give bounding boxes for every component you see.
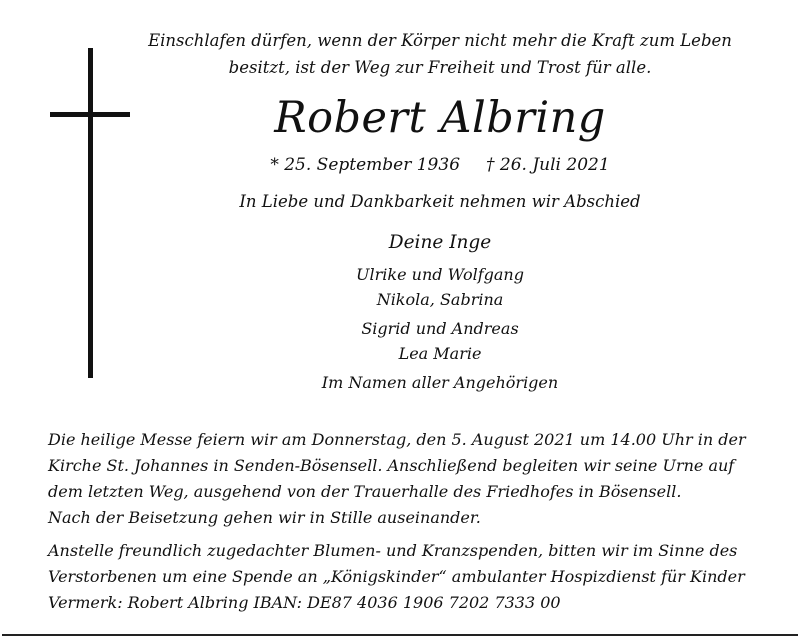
memorial-verse <box>140 27 740 81</box>
service-line: Nach der Beisetzung gehen wir in Stille auseinander. <box>48 508 481 527</box>
signatory-relatives: Im Namen aller Angehörigen <box>321 373 559 392</box>
donation-line: Anstelle freundlich zugedachter Blumen- und Kranzspenden, bitten wir im Sinne des <box>48 541 738 560</box>
signatory-line: Lea Marie <box>398 344 482 363</box>
service-line: dem letzten Weg, ausgehend von der Trauerhalle des Friedhofes in Bösensell. <box>48 482 682 501</box>
birth-date: * 25. September 1936 <box>270 155 461 175</box>
farewell-line: In Liebe und Dankbarkeit nehmen wir Abschied <box>239 192 641 211</box>
life-dates <box>140 151 740 179</box>
donation-paragraph <box>48 538 788 616</box>
signatory-line: Sigrid und Andreas <box>361 319 519 338</box>
death-date: † 26. Juli 2021 <box>486 155 610 175</box>
service-line: Kirche St. Johannes in Senden-Bösensell. Anschließend begleiten wir seine Urne auf <box>48 456 735 475</box>
service-line: Die heilige Messe feiern wir am Donnerstag, den 5. August 2021 um 14.00 Uhr in der <box>48 430 746 449</box>
signatory-main: Deine Inge <box>388 232 492 253</box>
cross-horizontal-bar <box>50 112 130 117</box>
service-paragraph <box>48 427 788 531</box>
verse-line: Einschlafen dürfen, wenn der Körper nicht mehr die Kraft zum Leben <box>148 31 732 50</box>
deceased-name: Robert Albring <box>274 93 606 143</box>
cross-vertical-bar <box>88 48 93 378</box>
signatory-group <box>140 262 740 312</box>
signatory-line: Nikola, Sabrina <box>376 290 504 309</box>
signatory-line: Ulrike und Wolfgang <box>356 265 524 284</box>
donation-line: Vermerk: Robert Albring IBAN: DE87 4036 1906 7202 7333 00 <box>48 593 561 612</box>
signatory-group <box>140 316 740 366</box>
donation-line: Verstorbenen um eine Spende an „Königskinder“ ambulanter Hospizdienst für Kinder <box>48 567 745 586</box>
verse-line: besitzt, ist der Weg zur Freiheit und Trost für alle. <box>228 58 652 77</box>
